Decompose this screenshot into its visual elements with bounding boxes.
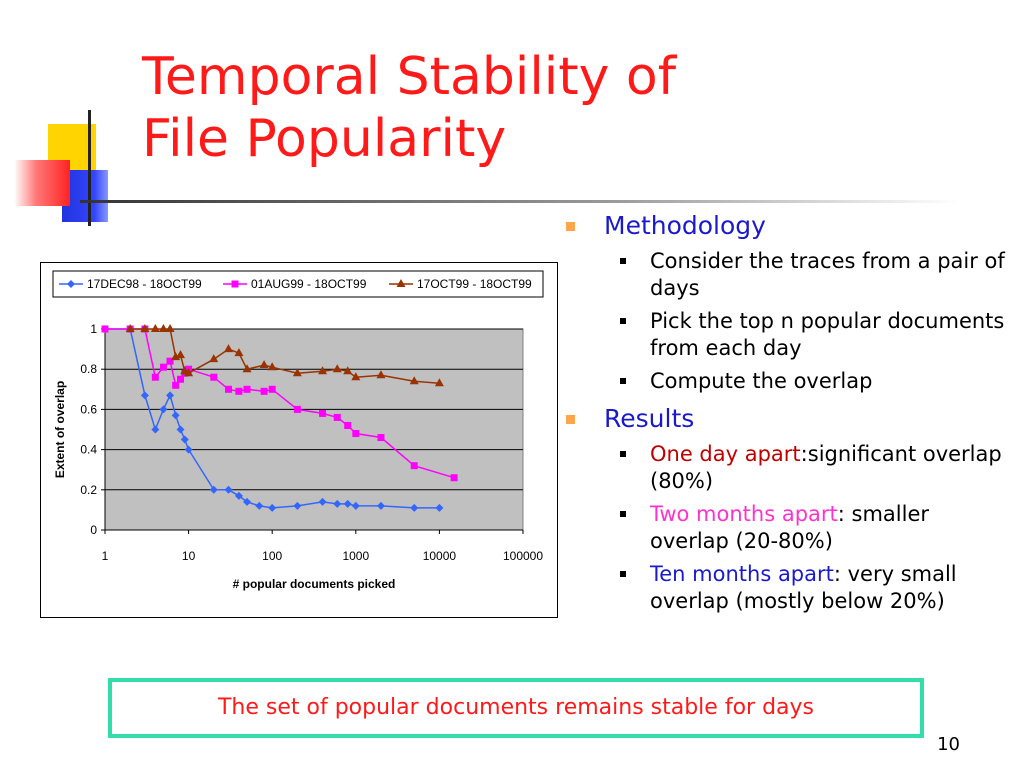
bullet-marker (566, 222, 575, 231)
result-text: : smaller overlap (20-80%) (650, 502, 930, 553)
data-point (294, 406, 301, 413)
data-point (334, 414, 341, 421)
conclusion-banner: The set of popular documents remains stable for days (108, 678, 924, 738)
data-point (172, 382, 179, 389)
y-axis-label: Extent of overlap (53, 380, 67, 479)
y-tick-label: 0 (90, 523, 97, 537)
sub-bullet (566, 441, 1006, 495)
sub-bullet-marker (620, 571, 626, 577)
slide-logo (0, 0, 150, 240)
data-point (177, 376, 184, 383)
x-tick-label: 1000 (342, 549, 370, 563)
sub-bullet-marker (620, 318, 626, 324)
overlap-chart (40, 262, 558, 618)
result-highlight: One day apart (650, 442, 801, 466)
sub-bullet-marker (620, 378, 626, 384)
result-highlight: Ten months apart (650, 562, 834, 586)
bullet-list (566, 210, 1006, 615)
data-point (377, 434, 384, 441)
sub-bullet (566, 308, 1006, 362)
data-point (210, 374, 217, 381)
data-point (160, 364, 167, 371)
sub-bullet (566, 501, 1006, 555)
legend-marker (232, 281, 239, 288)
slide-title-line2: File Popularity (142, 109, 507, 169)
data-point (451, 474, 458, 481)
data-point (319, 410, 326, 417)
x-tick-label: 10000 (422, 549, 457, 563)
result-text: : very small overlap (mostly below 20%) (650, 562, 957, 613)
x-axis-label: # popular documents picked (232, 577, 396, 591)
x-tick-label: 1 (101, 549, 109, 563)
slide-title-line1: Temporal Stability of (142, 47, 677, 107)
y-tick-label: 0.8 (80, 362, 97, 377)
data-point (225, 386, 232, 393)
y-tick-label: 0.6 (80, 402, 97, 417)
sub-bullet-marker (620, 451, 626, 457)
data-point (344, 422, 351, 429)
data-point (102, 326, 109, 333)
result-text: :significant overlap (80%) (650, 442, 1002, 493)
data-point (152, 374, 159, 381)
overlap-chart-svg (41, 263, 557, 617)
sub-bullet (566, 561, 1006, 615)
slide-title (142, 46, 842, 170)
sub-bullet (566, 368, 1006, 395)
sub-bullet-text: Consider the traces from a pair of days (650, 249, 1005, 300)
logo-red-square (14, 160, 70, 206)
sub-bullet-text: Pick the top n popular documents from each day (650, 309, 1005, 360)
sub-bullet-marker (620, 258, 626, 264)
legend-label: 01AUG99 - 18OCT99 (251, 277, 367, 291)
bullet-marker (566, 415, 575, 424)
x-tick-label: 100 (262, 549, 283, 563)
legend-label: 17OCT99 - 18OCT99 (417, 277, 532, 291)
sub-bullet-marker (620, 511, 626, 517)
data-point (244, 386, 251, 393)
title-underline (80, 200, 960, 203)
x-tick-label: 10 (181, 549, 196, 563)
page-number: 10 (937, 734, 960, 755)
bullet-methodology (566, 210, 1006, 242)
bullet-results-label: Results (604, 404, 695, 433)
data-point (411, 462, 418, 469)
y-tick-label: 1 (90, 322, 97, 336)
data-point (269, 386, 276, 393)
legend-label: 17DEC98 - 18OCT99 (87, 277, 202, 291)
y-tick-label: 0.2 (80, 482, 97, 497)
y-tick-label: 0.4 (80, 442, 97, 457)
sub-bullet-text: Compute the overlap (650, 369, 873, 393)
data-point (235, 388, 242, 395)
sub-bullet (566, 248, 1006, 302)
bullet-methodology-label: Methodology (604, 211, 766, 240)
logo-vertical-line (88, 110, 91, 226)
data-point (352, 430, 359, 437)
data-point (261, 388, 268, 395)
data-point (151, 324, 160, 332)
x-tick-label: 100000 (502, 549, 544, 563)
data-point (166, 324, 175, 332)
bullet-results (566, 403, 1006, 435)
result-highlight: Two months apart (650, 502, 838, 526)
